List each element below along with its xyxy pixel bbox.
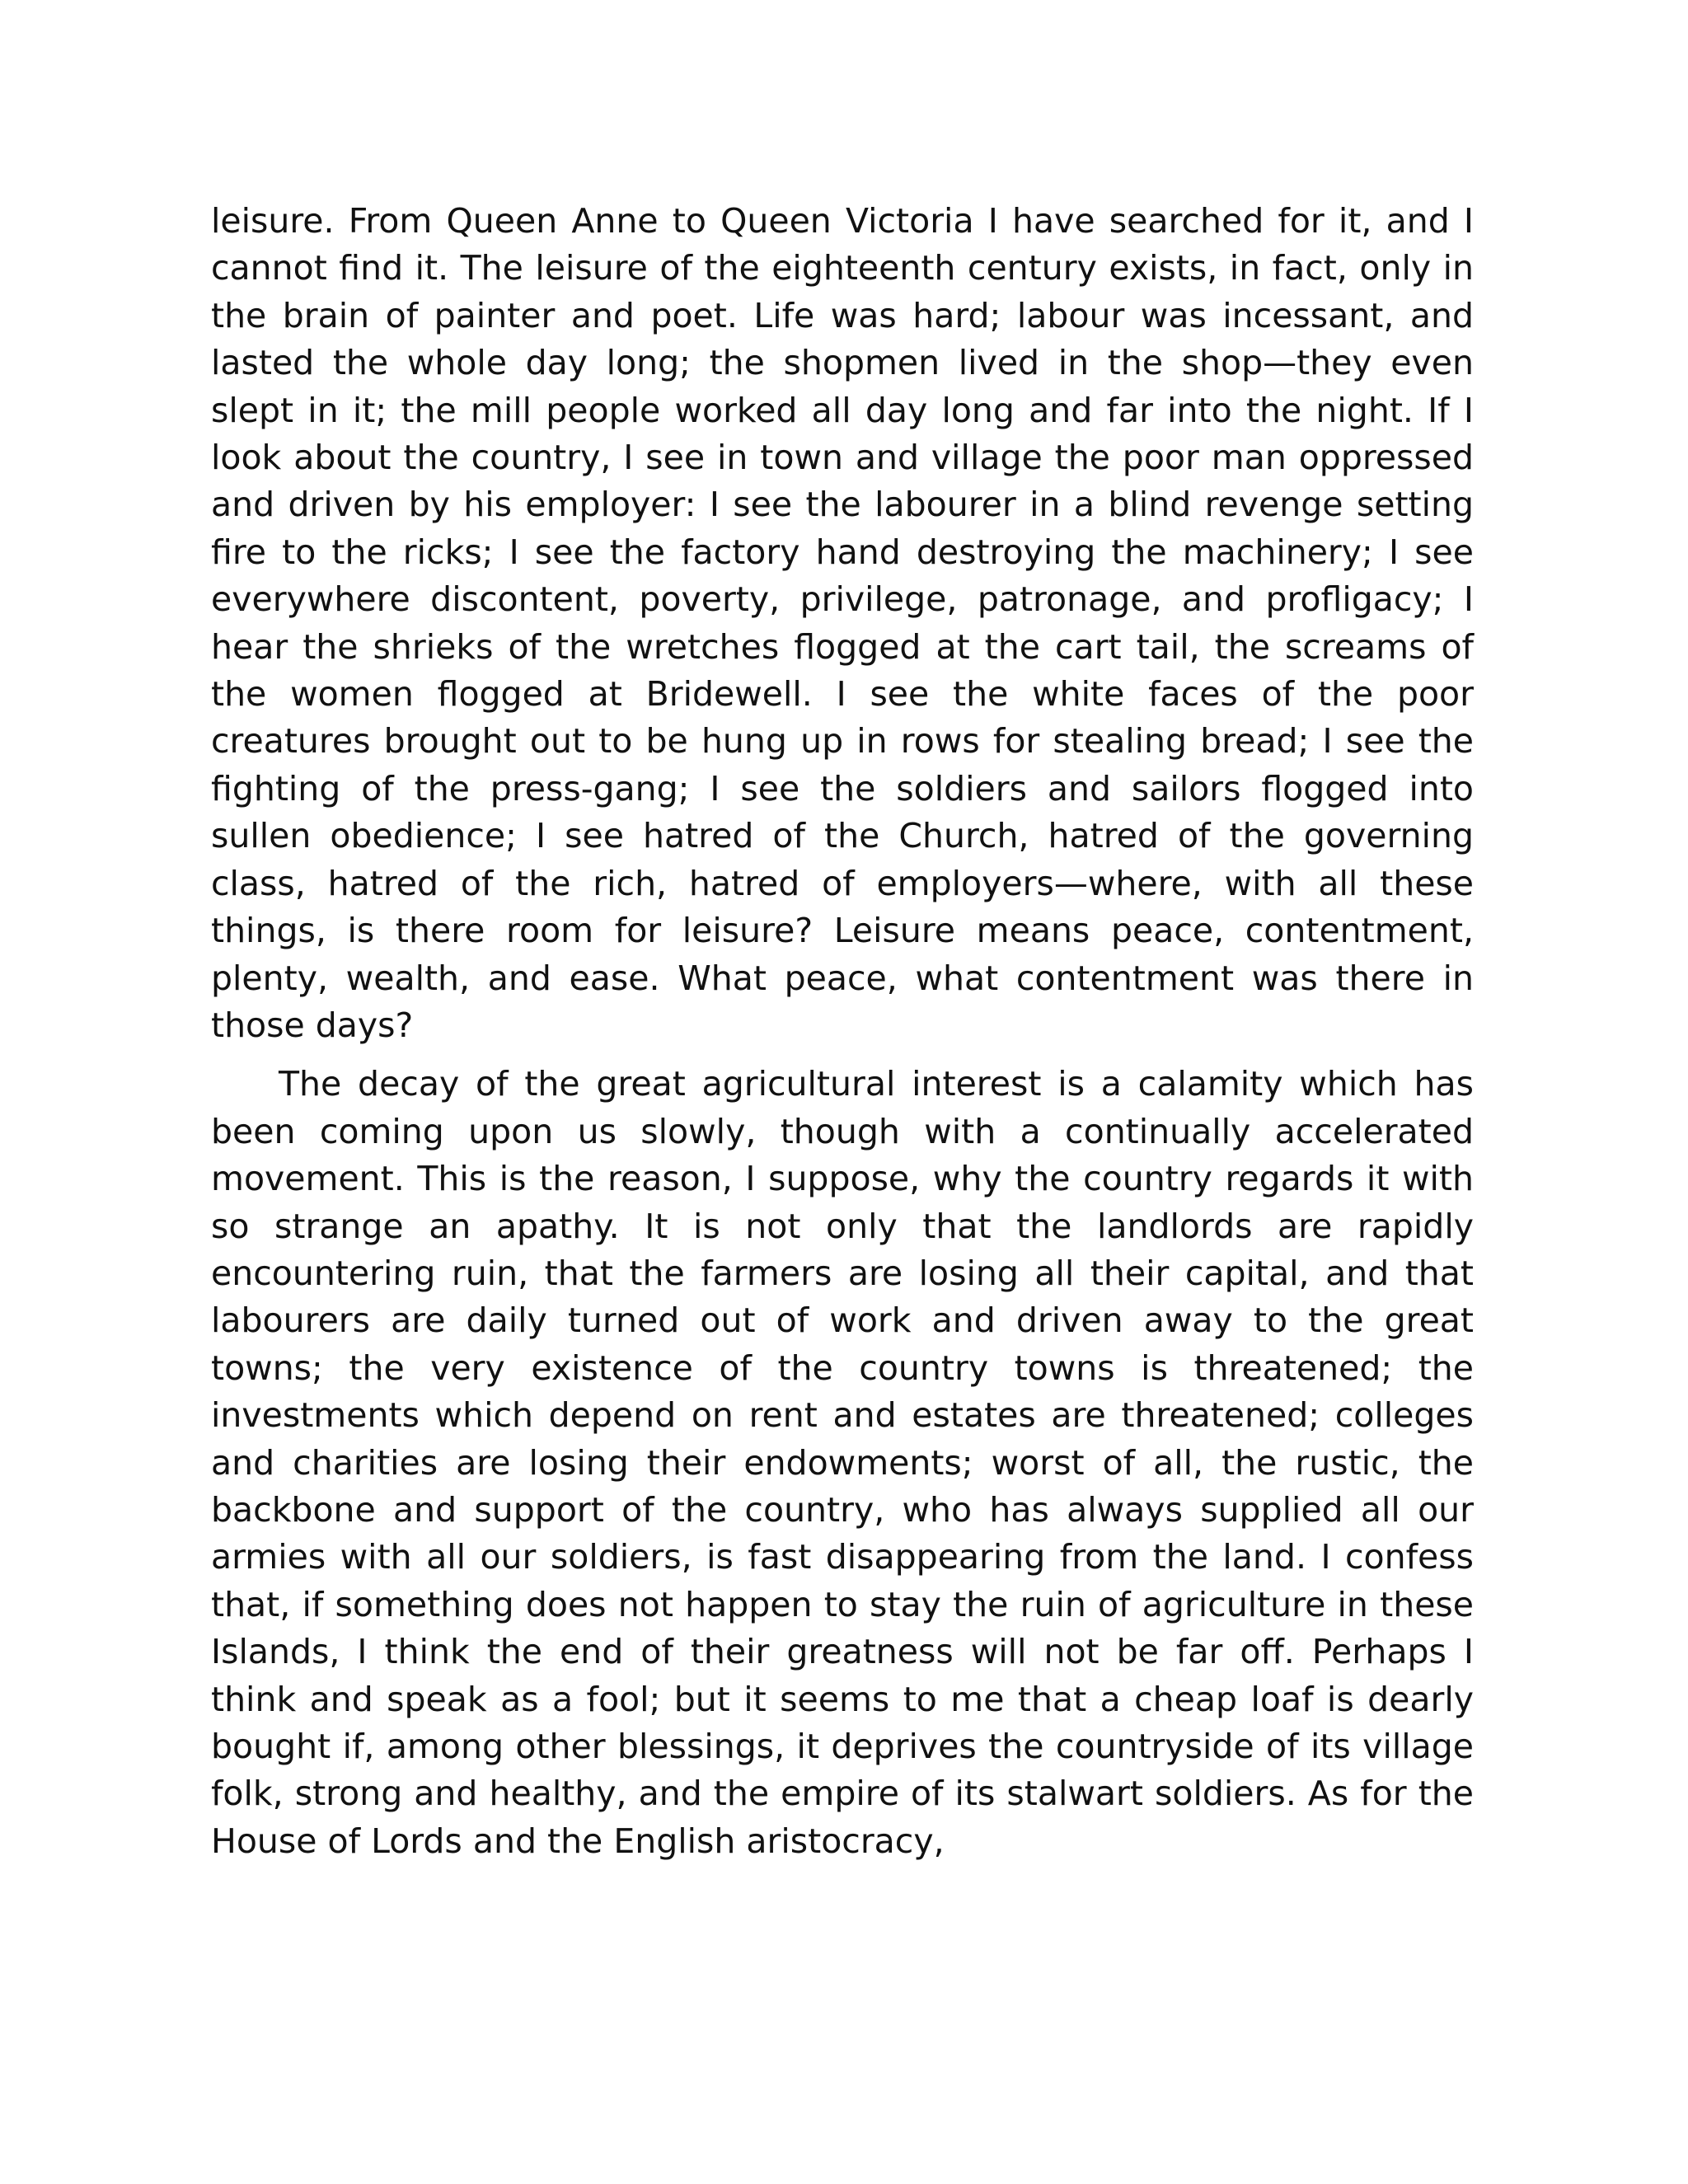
paragraph-2: The decay of the great agricultural interest is a calamity which has been coming upon us slowly, though with a continually accelerated movement. This is the reason, I suppose, why the country regards it with so strange an apathy. It is not only that the landlords are rapidly encountering ruin, that the farmers are losing all their capital, and that labourers are daily turned out of work and driven away to the great towns; the very existence of the country towns is threatened; the investments which depend on rent and estates are threatened; colleges and charities are losing their endowments; worst of all, the rustic, the backbone and support of the country, who has always supplied all our armies with all our soldiers, is fast disappearing from the land. I confess that, if something does not happen to stay the ruin of agriculture in these Islands, I think the end of their greatness will not be far off. Perhaps I think and speak as a fool; but it seems to me that a cheap loaf is dearly bought if, among other blessings, it deprives the countryside of its village folk, strong and healthy, and the empire of its stalwart soldiers. As for the House of Lords and the English aristocracy, xyxy=(211,1064,1474,1861)
body-text xyxy=(211,198,1474,1865)
paragraph-1: leisure. From Queen Anne to Queen Victoria I have searched for it, and I cannot find it. The leisure of the eighteenth century exists, in fact, only in the brain of painter and poet. Life was hard; labour was incessant, and lasted the whole day long; the shopmen lived in the shop—they even slept in it; the mill people worked all day long and far into the night. If I look about the country, I see in town and village the poor man oppressed and driven by his employer: I see the labourer in a blind revenge setting fire to the ricks; I see the factory hand destroying the machinery; I see everywhere discontent, poverty, privilege, patronage, and profligacy; I hear the shrieks of the wretches flogged at the cart tail, the screams of the women flogged at Bridewell. I see the white faces of the poor creatures brought out to be hung up in rows for stealing bread; I see the fighting of the press-gang; I see the soldiers and sailors flogged into sullen obedience; I see hatred of the Church, hatred of the governing class, hatred of the rich, hatred of employers—where, with all these things, is there room for leisure? Leisure means peace, contentment, plenty, wealth, and ease. What peace, what contentment was there in those days? xyxy=(211,201,1474,1045)
